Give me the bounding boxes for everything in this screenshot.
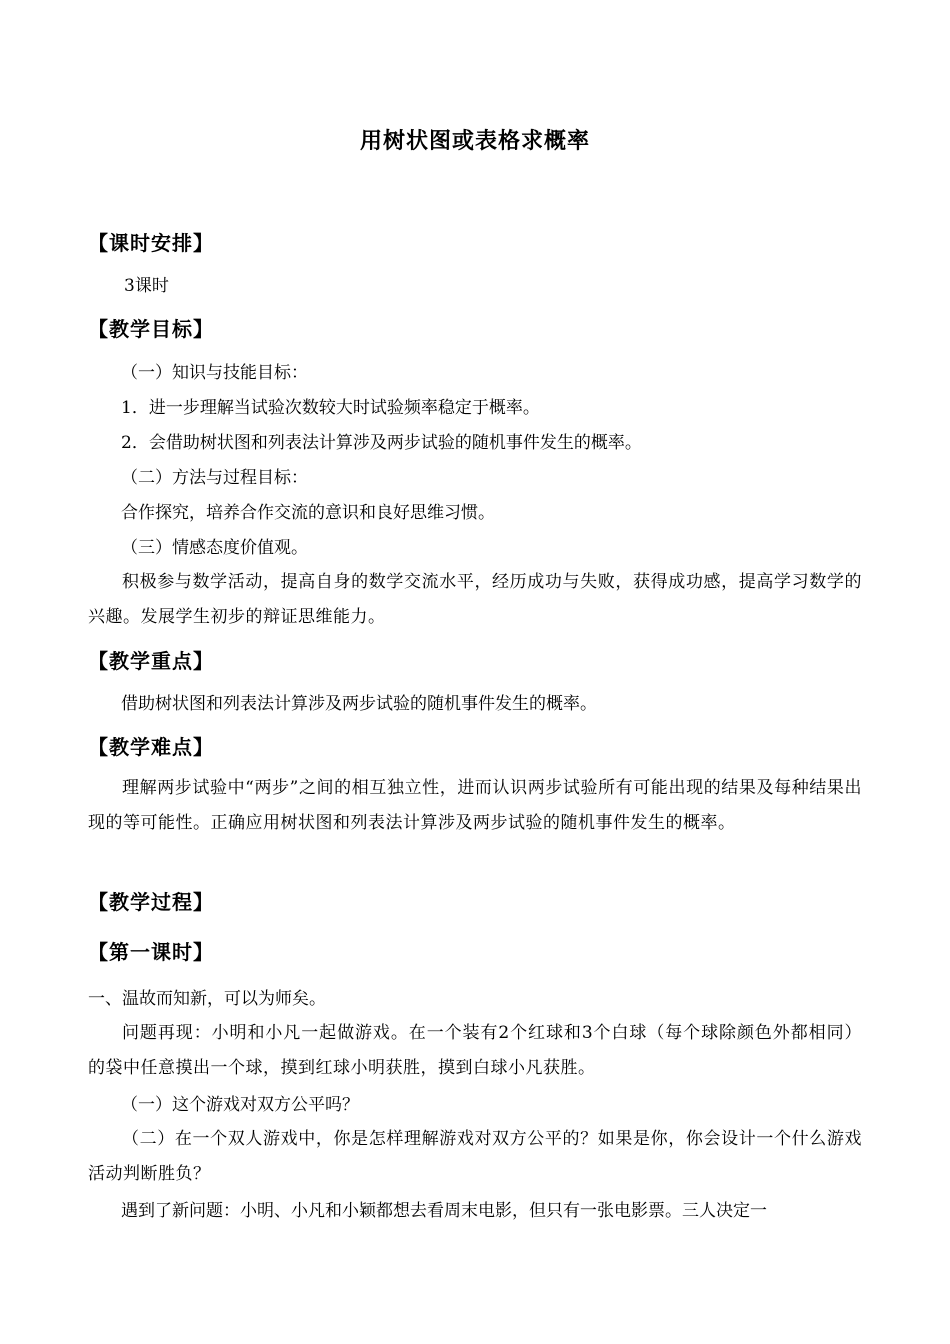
step-1-title: 一、温故而知新，可以为师矣。 xyxy=(88,989,326,1009)
goal-3-title: （三）情感态度价值观。 xyxy=(121,538,308,558)
schedule-text: 3课时 xyxy=(124,276,169,296)
goals-heading: 【教学目标】 xyxy=(88,317,214,341)
step-1-new-problem: 遇到了新问题：小明、小凡和小颖都想去看周末电影，但只有一张电影票。三人决定一 xyxy=(121,1201,767,1221)
document-title: 用树状图或表格求概率 xyxy=(359,129,590,154)
key-point-text: 借助树状图和列表法计算涉及两步试验的随机事件发生的概率。 xyxy=(121,694,597,714)
goal-3-text: 积极参与数学活动，提高自身的数学交流水平，经历成功与失败，获得成功感，提高学习数学的兴趣。发展学生初步的辩证思维能力。 xyxy=(88,572,862,627)
difficulty-heading: 【教学难点】 xyxy=(88,735,214,759)
step-1-question-1: （一）这个游戏对双方公平吗？ xyxy=(121,1095,359,1115)
step-1-question-2: （二）在一个双人游戏中，你是怎样理解游戏对双方公平的？如果是你，你会设计一个什么游戏活动判断胜负？ xyxy=(88,1129,862,1184)
goal-2-title: （二）方法与过程目标： xyxy=(121,468,308,488)
schedule-heading: 【课时安排】 xyxy=(88,231,214,255)
difficulty-text: 理解两步试验中“两步”之间的相互独立性，进而认识两步试验所有可能出现的结果及每种结果出现的等可能性。正确应用树状图和列表法计算涉及两步试验的随机事件发生的概率。 xyxy=(88,778,862,833)
goal-1-item-2: 2．会借助树状图和列表法计算涉及两步试验的随机事件发生的概率。 xyxy=(121,433,642,453)
goal-1-title: （一）知识与技能目标： xyxy=(121,363,308,383)
lesson-1-heading: 【第一课时】 xyxy=(88,940,214,964)
goal-2-text: 合作探究，培养合作交流的意识和良好思维习惯。 xyxy=(121,503,495,523)
key-point-heading: 【教学重点】 xyxy=(88,649,214,673)
goal-1-item-1: 1．进一步理解当试验次数较大时试验频率稳定于概率。 xyxy=(121,398,540,418)
step-1-problem: 问题再现：小明和小凡一起做游戏。在一个装有2个红球和3个白球（每个球除颜色外都相同）的袋中任意摸出一个球，摸到红球小明获胜，摸到白球小凡获胜。 xyxy=(88,1023,862,1078)
process-heading: 【教学过程】 xyxy=(88,890,214,914)
